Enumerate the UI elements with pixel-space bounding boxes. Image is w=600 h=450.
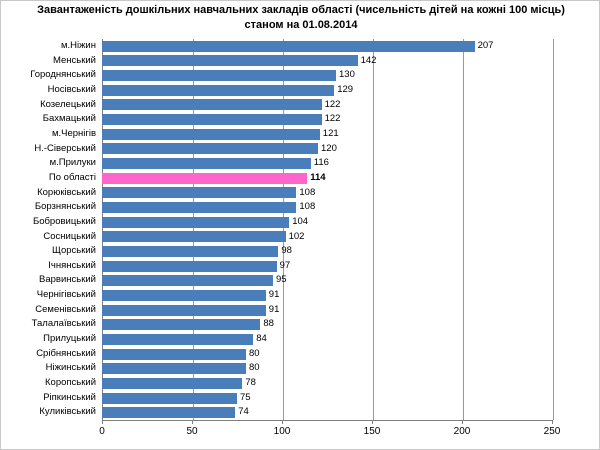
bar	[102, 275, 273, 286]
chart-title-line2: станом на 01.08.2014	[244, 19, 358, 31]
chart-row	[1, 98, 599, 113]
bar	[102, 363, 246, 374]
value-label: 88	[263, 318, 274, 330]
bar	[102, 407, 235, 418]
chart-row	[1, 68, 599, 83]
bar	[102, 202, 296, 213]
category-label: Чернігівський	[36, 289, 96, 301]
value-label: 108	[299, 186, 316, 198]
category-label: Козелецький	[40, 98, 96, 110]
value-label: 129	[337, 83, 354, 95]
chart-row	[1, 288, 599, 303]
category-label: Ічнянський	[48, 259, 96, 271]
bar	[102, 55, 358, 66]
value-label: 114	[310, 171, 326, 183]
x-axis-tick	[462, 420, 463, 424]
category-label: Ніжинський	[45, 362, 96, 374]
value-label: 74	[238, 406, 249, 418]
chart-row	[1, 361, 599, 376]
category-label: Корюківський	[37, 186, 96, 198]
x-axis-label: 100	[273, 426, 291, 437]
x-axis-tick	[282, 420, 283, 424]
chart-title-line1: Завантаженість дошкільних навчальних закладів області (чисельність дітей на кожні 100 місць)	[37, 4, 565, 16]
value-label: 91	[268, 303, 280, 315]
x-axis-label: 150	[363, 426, 381, 437]
category-label: м.Ніжин	[60, 40, 96, 51]
chart-row	[1, 303, 599, 318]
value-label: 80	[249, 362, 260, 374]
chart-row	[1, 244, 599, 259]
category-label: Сосницький	[43, 230, 96, 242]
x-axis-label: 200	[453, 426, 471, 437]
bar	[102, 319, 260, 330]
bar	[102, 99, 322, 110]
category-label: Куликівський	[39, 406, 96, 418]
bar	[102, 41, 475, 52]
x-axis-tick	[192, 420, 193, 424]
x-axis-label: 0	[99, 426, 105, 437]
chart-row	[1, 317, 599, 332]
category-label: Н.-Сіверський	[34, 142, 96, 154]
category-label: Талалаївський	[31, 318, 96, 330]
category-label: Семенівський	[35, 303, 96, 315]
bar	[102, 349, 246, 360]
category-label: Прилуцький	[43, 333, 96, 345]
value-label: 97	[279, 259, 291, 271]
x-axis-tick	[372, 420, 373, 424]
value-label: 207	[477, 40, 494, 51]
x-axis	[102, 420, 553, 421]
bar	[102, 129, 320, 140]
bar	[102, 70, 336, 81]
value-label: 121	[322, 127, 339, 139]
chart-row	[1, 171, 599, 186]
x-axis-tick	[102, 420, 103, 424]
value-label: 75	[240, 391, 251, 403]
chart-row	[1, 215, 599, 230]
chart-row	[1, 259, 599, 274]
value-label: 142	[360, 54, 377, 66]
bar	[102, 334, 253, 345]
chart-row	[1, 54, 599, 69]
chart-row	[1, 376, 599, 391]
category-label: По області	[48, 171, 96, 183]
value-label: 95	[276, 274, 287, 286]
value-label: 120	[321, 142, 337, 154]
chart-row	[1, 200, 599, 215]
chart-row	[1, 186, 599, 201]
value-label: 122	[324, 98, 341, 110]
value-label: 104	[292, 215, 309, 227]
value-label: 116	[313, 157, 329, 169]
value-label: 98	[281, 245, 292, 257]
value-label: 102	[288, 230, 305, 242]
value-label: 108	[299, 201, 316, 213]
category-label: Городнянський	[30, 69, 96, 81]
category-label: Носівський	[47, 83, 96, 95]
chart-row	[1, 142, 599, 157]
chart-row	[1, 156, 599, 171]
category-label: м.Прилуки	[49, 157, 96, 169]
bar	[102, 158, 311, 169]
category-label: Ріпкинський	[43, 391, 96, 403]
chart-row	[1, 332, 599, 347]
bar	[102, 231, 286, 242]
value-label: 80	[249, 347, 260, 359]
chart-row	[1, 39, 599, 54]
chart-title	[1, 3, 600, 33]
chart-row	[1, 112, 599, 127]
value-label: 84	[256, 333, 267, 345]
x-axis-tick	[552, 420, 553, 424]
bar	[102, 261, 277, 272]
bar	[102, 85, 334, 96]
bar	[102, 290, 266, 301]
chart-row	[1, 230, 599, 245]
x-axis-label: 250	[543, 426, 561, 437]
chart-row	[1, 273, 599, 288]
chart-row	[1, 127, 599, 142]
chart-row	[1, 391, 599, 406]
chart-row	[1, 405, 599, 420]
value-label: 78	[245, 377, 256, 389]
category-label: Срібнянський	[36, 347, 96, 359]
value-label: 91	[268, 289, 280, 301]
bar	[102, 114, 322, 125]
bar	[102, 217, 289, 228]
value-label: 130	[339, 69, 355, 81]
category-label: Варвинський	[39, 274, 96, 286]
bar	[102, 246, 278, 257]
chart-row	[1, 83, 599, 98]
bar	[102, 305, 266, 316]
bar	[102, 187, 296, 198]
category-label: Бобровицький	[32, 215, 96, 227]
category-label: Борзнянський	[34, 201, 96, 213]
x-axis-label: 50	[186, 426, 198, 437]
category-label: Коропський	[45, 377, 96, 389]
category-label: Бахмацький	[42, 113, 96, 125]
category-label: Менський	[52, 54, 96, 66]
category-label: Щорський	[52, 245, 96, 257]
chart-row	[1, 347, 599, 362]
value-label: 122	[324, 113, 341, 125]
category-label: м.Чернігів	[51, 127, 96, 139]
bar	[102, 393, 237, 404]
bar	[102, 143, 318, 154]
bar	[102, 173, 307, 184]
bar	[102, 378, 242, 389]
